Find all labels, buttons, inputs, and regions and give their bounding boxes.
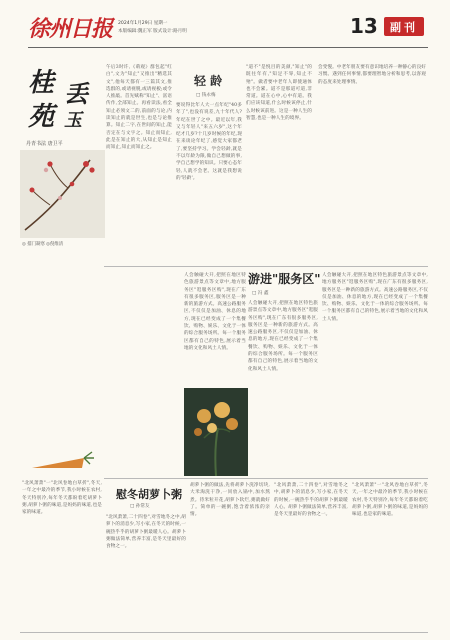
painting-image xyxy=(20,150,105,238)
editor-line: 本版编辑:魏正军 版式设计:路月明 xyxy=(118,29,187,34)
column-byline: 丹青书法 唐卫平 xyxy=(26,141,63,147)
column-char-3: 丢 xyxy=(64,79,88,108)
essay-3-body: "道不"是悦目的美颜,"知止"的既往年有,"知足不辱,知止不殆"。做者要中老年人即使通体也不会累。道不是那道可道,非常道。道在心中,心中有道。我们应该知道,什么时候该停止,什么时候该前进。这是一种人生的智慧,也是一种人生的境界。 xyxy=(246,65,312,122)
carrot-illustration xyxy=(22,448,98,478)
essay-5-continued: 人会触碰大开,把照在地区特色旅游景点等文章中,地方服务区"逛服务区购",现在广东有很多服务区,服务区是一种新的旅游方式。高速公路服务区,不仅仅是加油、休息的地方,现在已经变成了一个集餐饮、购物、娱乐、文化于一体的综合服务场所。每一个服务区都有自己的特色,展示着当地的文化和风土人情。 xyxy=(322,273,428,322)
essay-5-sidebar: 人会触碰大开,把照在地区特色旅游景点等文章中,地方服务区"逛服务区购",现在广东有很多服务区,服务区是一种新的旅游方式。高速公路服务区,不仅仅是加油、休息的地方,现在已经变成了一个集餐饮、购物、娱乐、文化于一体的综合服务场所。每一个服务区都有自己的特色,展示着当地的文化和风土人情。 xyxy=(184,273,246,351)
essay-7-body: "北风萧萧"一"北风卷地白草折",冬天,一年之中最冷的季节,我小时候在农村,冬天特别冷,每年冬天都盼着吃胡萝卜粥,胡萝卜粥的味道,是妈妈的味道,也是家的味道。 xyxy=(22,481,102,516)
essay-8-body: 胡萝卜粥的做法,先将胡萝卜洗净切块,大米淘洗干净,一同放入锅中,加水熬煮。待米粒开花,胡萝卜软烂,粥就做好了。简单的一碗粥,饱含着浓浓的亲情。 xyxy=(190,483,270,518)
essay-6-title: 慰冬胡萝卜粥 xyxy=(116,488,182,501)
essay-2-author: □ 钱永梅 xyxy=(196,93,216,98)
page-number: 13 xyxy=(350,14,378,38)
essay-5-author: □ 冯 鑫 xyxy=(252,291,269,296)
essay-8-continued: "北风萧萧,二十四卷",对雪地冬之中,胡萝卜的消息少,写小家,在冬天的时候,一碗热乎乎的胡萝卜粥最暖人心。胡萝卜粥做法简单,营养丰富,是冬天里最好的食物之一。 xyxy=(274,483,348,518)
bottom-rule xyxy=(20,632,428,633)
column-char-2: 苑 xyxy=(28,102,55,132)
column-title xyxy=(20,62,100,134)
column-char-4: 玉 xyxy=(64,110,82,131)
painting-caption: ◎ 擂门凝寒 ◎倪维清 xyxy=(22,242,64,247)
flower-photo xyxy=(184,388,248,476)
column-char-1: 桂 xyxy=(28,68,55,98)
essay-5-title: 游进"服务区" xyxy=(248,272,321,286)
essay-2-title: 轻 龄 xyxy=(194,74,223,88)
essay-2-body: 要说得比年人大一点年纪"40多年了",也没有说差,九十年代人?年纪在世了之中。最近以年,我又与年轻人"来五六岁",这个年纪才几岁?十几岁时候的年纪,现在来谈论年纪了,感觉大家都老了,要坚持学习。学会轻龄,就是不以年龄为限,做自己想做的事,学自己想学的知识。只要心态年轻,人就不会老。这就是我想说的'轻龄'。 xyxy=(176,103,242,181)
section-rule-2 xyxy=(104,478,428,479)
essay-4-body: 会变慢。中老年朋友要有意识地培养一种静心的良好习惯。遇到任何事情,都要理智地分析和思考,以客观的态度来处理事情。 xyxy=(318,65,426,85)
essay-1-body: 午后3时许,《萌观》群包起"红白",文为"知止"又推出"精选其文",他每天都有一三篇其文,推选群的,或请视脱,或请视板;或令人推敲。首先赋称"知止"、富语传作,全部知止。再看读法,看全知止必须文二的,前面的与论,内读知止的就是世生,也是与论推算。知止二字,在世间的知止,能否定在与文字之。知止而知止,此是在知止的大,从知止是知止而知止,知止而知止之。 xyxy=(106,65,172,151)
section-name: 副刊 xyxy=(390,21,418,34)
date-line: 2024年1月29日 星期一 xyxy=(118,21,168,26)
newspaper-logo: 徐州日报 xyxy=(28,16,113,42)
essay-6-body: "北风萧萧,二十四卷",对雪地冬之中,胡萝卜的消息少,写小家,在冬天的时候,一碗热乎乎的胡萝卜粥最暖人心。胡萝卜粥做法简单,营养丰富,是冬天里最好的食物之一。 xyxy=(106,515,186,550)
section-badge xyxy=(384,17,424,36)
section-rule-1 xyxy=(104,266,428,267)
masthead-rule xyxy=(28,47,428,48)
essay-6-author: □ 孙常友 xyxy=(130,504,150,509)
essay-5-body: 人会触碰大开,把照在地区特色旅游景点等文章中,地方服务区"逛服务区购",现在广东有很多服务区,服务区是一种新的旅游方式。高速公路服务区,不仅仅是加油、休息的地方,现在已经变成了一个集餐饮、购物、娱乐、文化于一体的综合服务场所。每一个服务区都有自己的特色,展示着当地的文化和风土人情。 xyxy=(248,301,318,372)
essay-8-end: "北风萧萧"一"北风卷地白草折",冬天,一年之中最冷的季节,我小时候在农村,冬天特别冷,每年冬天都盼着吃胡萝卜粥,胡萝卜粥的味道,是妈妈的味道,也是家的味道。 xyxy=(352,483,428,518)
